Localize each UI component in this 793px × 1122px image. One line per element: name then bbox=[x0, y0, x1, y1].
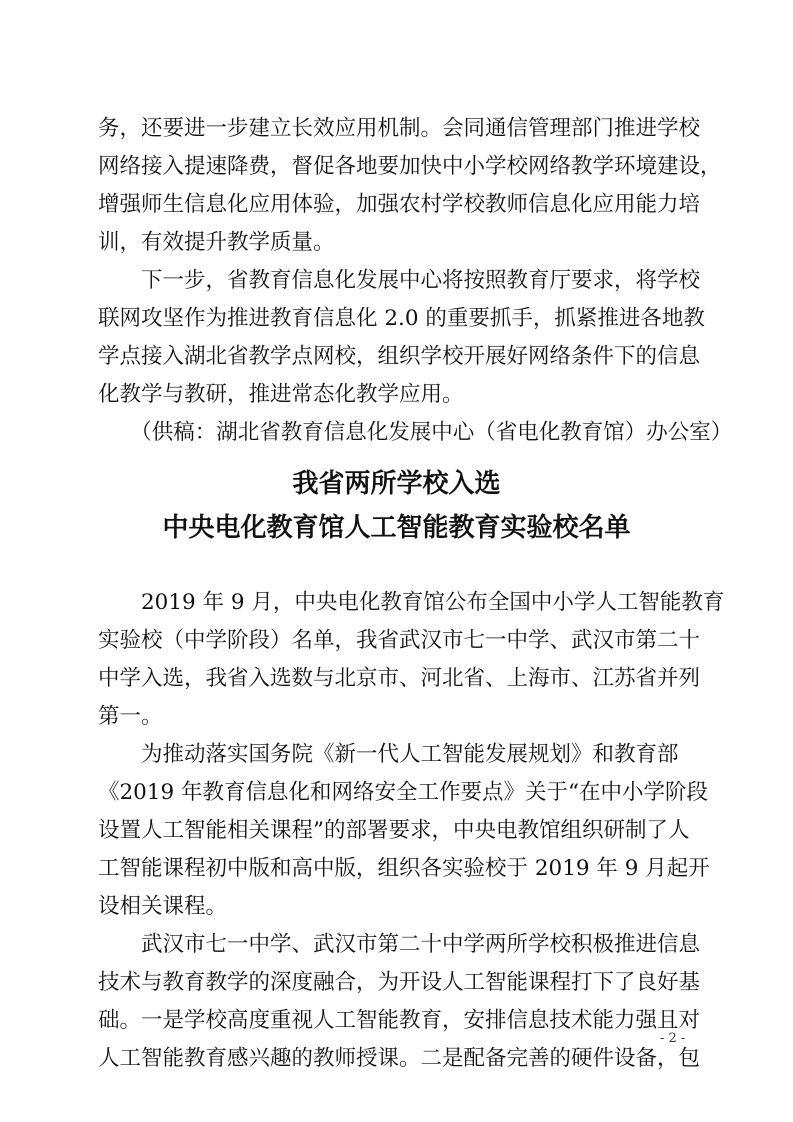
text-line: 第一。 bbox=[98, 704, 163, 729]
text-line: 联网攻坚作为推进教育信息化 2.0 的重要抓手，抓紧推进各地教 bbox=[98, 306, 705, 331]
text-line: 增强师生信息化应用体验，加强农村学校教师信息化应用能力培 bbox=[98, 192, 701, 217]
text-line: 设置人工智能相关课程”的部署要求，中央电教馆组织研制了人 bbox=[98, 818, 690, 843]
text-line: 学点接入湖北省教学点网校，组织学校开展好网络条件下的信息 bbox=[98, 344, 701, 369]
text-line: 人工智能教育感兴趣的教师授课。二是配备完善的硬件设备，包 bbox=[98, 1046, 701, 1071]
page-number: - 2 - bbox=[660, 1031, 686, 1046]
paragraph-continued bbox=[98, 110, 722, 262]
text-line: 网络接入提速降费，督促各地要加快中小学校网络教学环境建设， bbox=[98, 154, 722, 179]
text-line: （供稿：湖北省教育信息化发展中心（省电化教育馆）办公室） bbox=[98, 420, 733, 445]
article-paragraph-1 bbox=[98, 584, 725, 736]
text-line: 中学入选，我省入选数与北京市、河北省、上海市、江苏省并列 bbox=[98, 666, 701, 691]
paragraph-source-credit bbox=[98, 414, 733, 452]
text-line: 实验校（中学阶段）名单，我省武汉市七一中学、武汉市第二十 bbox=[98, 628, 701, 653]
text-line: 2019 年 9 月，中央电化教育馆公布全国中小学人工智能教育 bbox=[98, 590, 725, 615]
text-line: 础。一是学校高度重视人工智能教育，安排信息技术能力强且对 bbox=[98, 1008, 701, 1033]
text-line: 为推动落实国务院《新一代人工智能发展规划》和教育部 bbox=[98, 742, 679, 767]
text-line: 工智能课程初中版和高中版，组织各实验校于 2019 年 9 月起开 bbox=[98, 856, 710, 881]
text-line: 武汉市七一中学、武汉市第二十中学两所学校积极推进信息 bbox=[98, 932, 701, 957]
text-line: 下一步，省教育信息化发展中心将按照教育厅要求，将学校 bbox=[98, 268, 701, 293]
article-title-line-1: 我省两所学校入选 bbox=[292, 469, 501, 499]
text-line: 化教学与教研，推进常态化教学应用。 bbox=[98, 382, 464, 407]
article-paragraph-3 bbox=[98, 926, 701, 1078]
text-line: 设相关课程。 bbox=[98, 894, 228, 919]
text-line: 《2019 年教育信息化和网络安全工作要点》关于“在中小学阶段 bbox=[98, 780, 709, 805]
article-paragraph-2 bbox=[98, 736, 710, 926]
text-line: 技术与教育教学的深度融合，为开设人工智能课程打下了良好基 bbox=[98, 970, 701, 995]
paragraph-next-step bbox=[98, 262, 705, 414]
text-line: 务，还要进一步建立长效应用机制。会同通信管理部门推进学校 bbox=[98, 116, 701, 141]
article-title-line-2: 中央电化教育馆人工智能教育实验校名单 bbox=[162, 513, 631, 543]
text-line: 训，有效提升教学质量。 bbox=[98, 230, 335, 255]
